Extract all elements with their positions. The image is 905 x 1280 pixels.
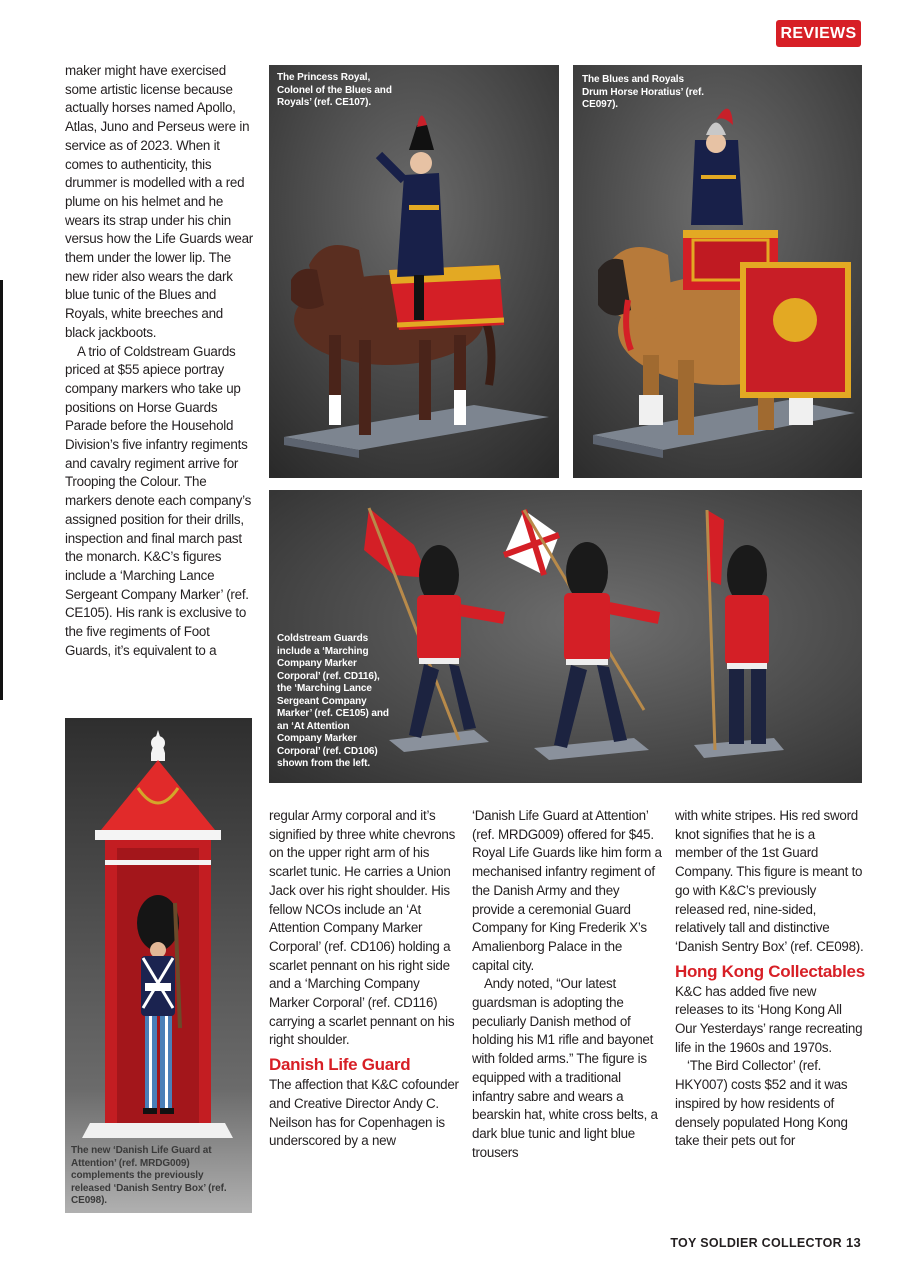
text-column-left [65,62,255,661]
section-label: REVIEWS [776,20,861,47]
page-footer [670,1235,861,1250]
photo-caption: The new ‘Danish Life Guard at Attention’ (ref. MRDG009) complements the previously released ‘Danish Sentry Box’ (ref. CE098). [71,1145,227,1206]
paragraph: maker might have exercised some artistic license because actually horses named Apollo, Atlas, Juno and Perseus were in service as of 2023. When it comes to authenticity, this drummer is modelled with a red plume on his helmet and he wears its strap under his chin versus how the Life Guards wear them under the lower lip. The new rider also wears the dark blue tunic of the Blues and Royals, white breeches and black jackboots. [65,63,253,340]
photo-coldstream-guards [269,490,862,783]
text-column-c [675,807,865,1151]
section-heading: Danish Life Guard [269,1055,411,1075]
section-heading: Hong Kong Collectables [675,961,865,981]
page-number: 13 [845,1235,861,1250]
photo-danish-life-guard [65,718,252,1213]
photo-danish-life-guard-illustration [65,718,252,1213]
paragraph: with white stripes. His red sword knot signifies that he is a member of the 1st Guard Company. This figure is meant to go with K&C’s previously released red, nine-sided, relatively tall and distinctive ‘Danish Sentry Box’ (ref. CE098). [675,808,864,954]
photo-drum-horse [573,65,862,478]
photo-caption: Coldstream Guards include a ‘Marching Company Marker Corporal’ (ref. CD116), the ‘Marching Lance Sergeant Company Marker’ (ref. CE105) and an ‘At Attention Company Marker Corporal’ (ref. CD106) shown from the left. [277,633,389,769]
paragraph: ‘The Bird Collector’ (ref. HKY007) costs $52 and it was inspired by how residents of densely populated Hong Kong take their pets out for [675,1058,848,1149]
photo-princess-royal-illustration [269,65,559,478]
publication-title: TOY SOLDIER COLLECTOR [670,1236,842,1250]
text-column-a [269,807,459,1151]
photo-caption: The Princess Royal, Colonel of the Blues and Royals’ (ref. CE107). [277,72,392,108]
paragraph: ‘Danish Life Guard at Attention’ (ref. MRDG009) offered for $45. Royal Life Guards like him form a mechanised infantry regiment of the Danish Army and they provide a ceremonial Guard Company for King Frederik X’s Amalienborg Palace in the capital city. [472,808,662,973]
paragraph: regular Army corporal and it’s signified by three white chevrons on the upper right arm of his scarlet tunic. He carries a Union Jack over his right shoulder. His fellow NCOs include an ‘At Attention Company Marker Corporal’ (ref. CD106) holding a scarlet pennant on his right side and a ‘Marching Company Marker Corporal’ (ref. CD116) carrying a scarlet pennant on his right shoulder. [269,808,456,1048]
text-column-b [472,807,662,1162]
paragraph: K&C has added five new releases to its ‘Hong Kong All Our Yesterdays’ range recreating life in the 1960s and 1970s. [675,983,863,1055]
paragraph: Andy noted, “Our latest guardsman is adopting the peculiarly Danish method of holding his M1 rifle and bayonet with folded arms.” The figure is equipped with a traditional infantry sabre and wears a bearskin hat, white cross belts, a dark blue tunic and light blue trousers [472,976,658,1160]
photo-drum-horse-illustration [573,65,862,478]
paragraph: A trio of Coldstream Guards priced at $55 apiece portray company markers who take up positions on Horse Guards Parade before the Household Division’s five infantry regiments and cavalry regiment arrive for Trooping the Colour. The markers denote each company’s assigned position for their drills, inspection and final march past the monarch. K&C’s figures include a ‘Marching Lance Sergeant Company Marker’ (ref. CE105). His rank is exclusive to the five regiments of Foot Guards, it’s equivalent to a [65,343,252,658]
photo-caption: The Blues and Royals Drum Horse Horatius’ (ref. CE097). [582,74,704,110]
photo-princess-royal [269,65,559,478]
paragraph: The affection that K&C cofounder and Creative Director Andy C. Neilson has for Copenhagen is underscored by a new [269,1077,459,1149]
page-edge-marker [0,280,3,700]
